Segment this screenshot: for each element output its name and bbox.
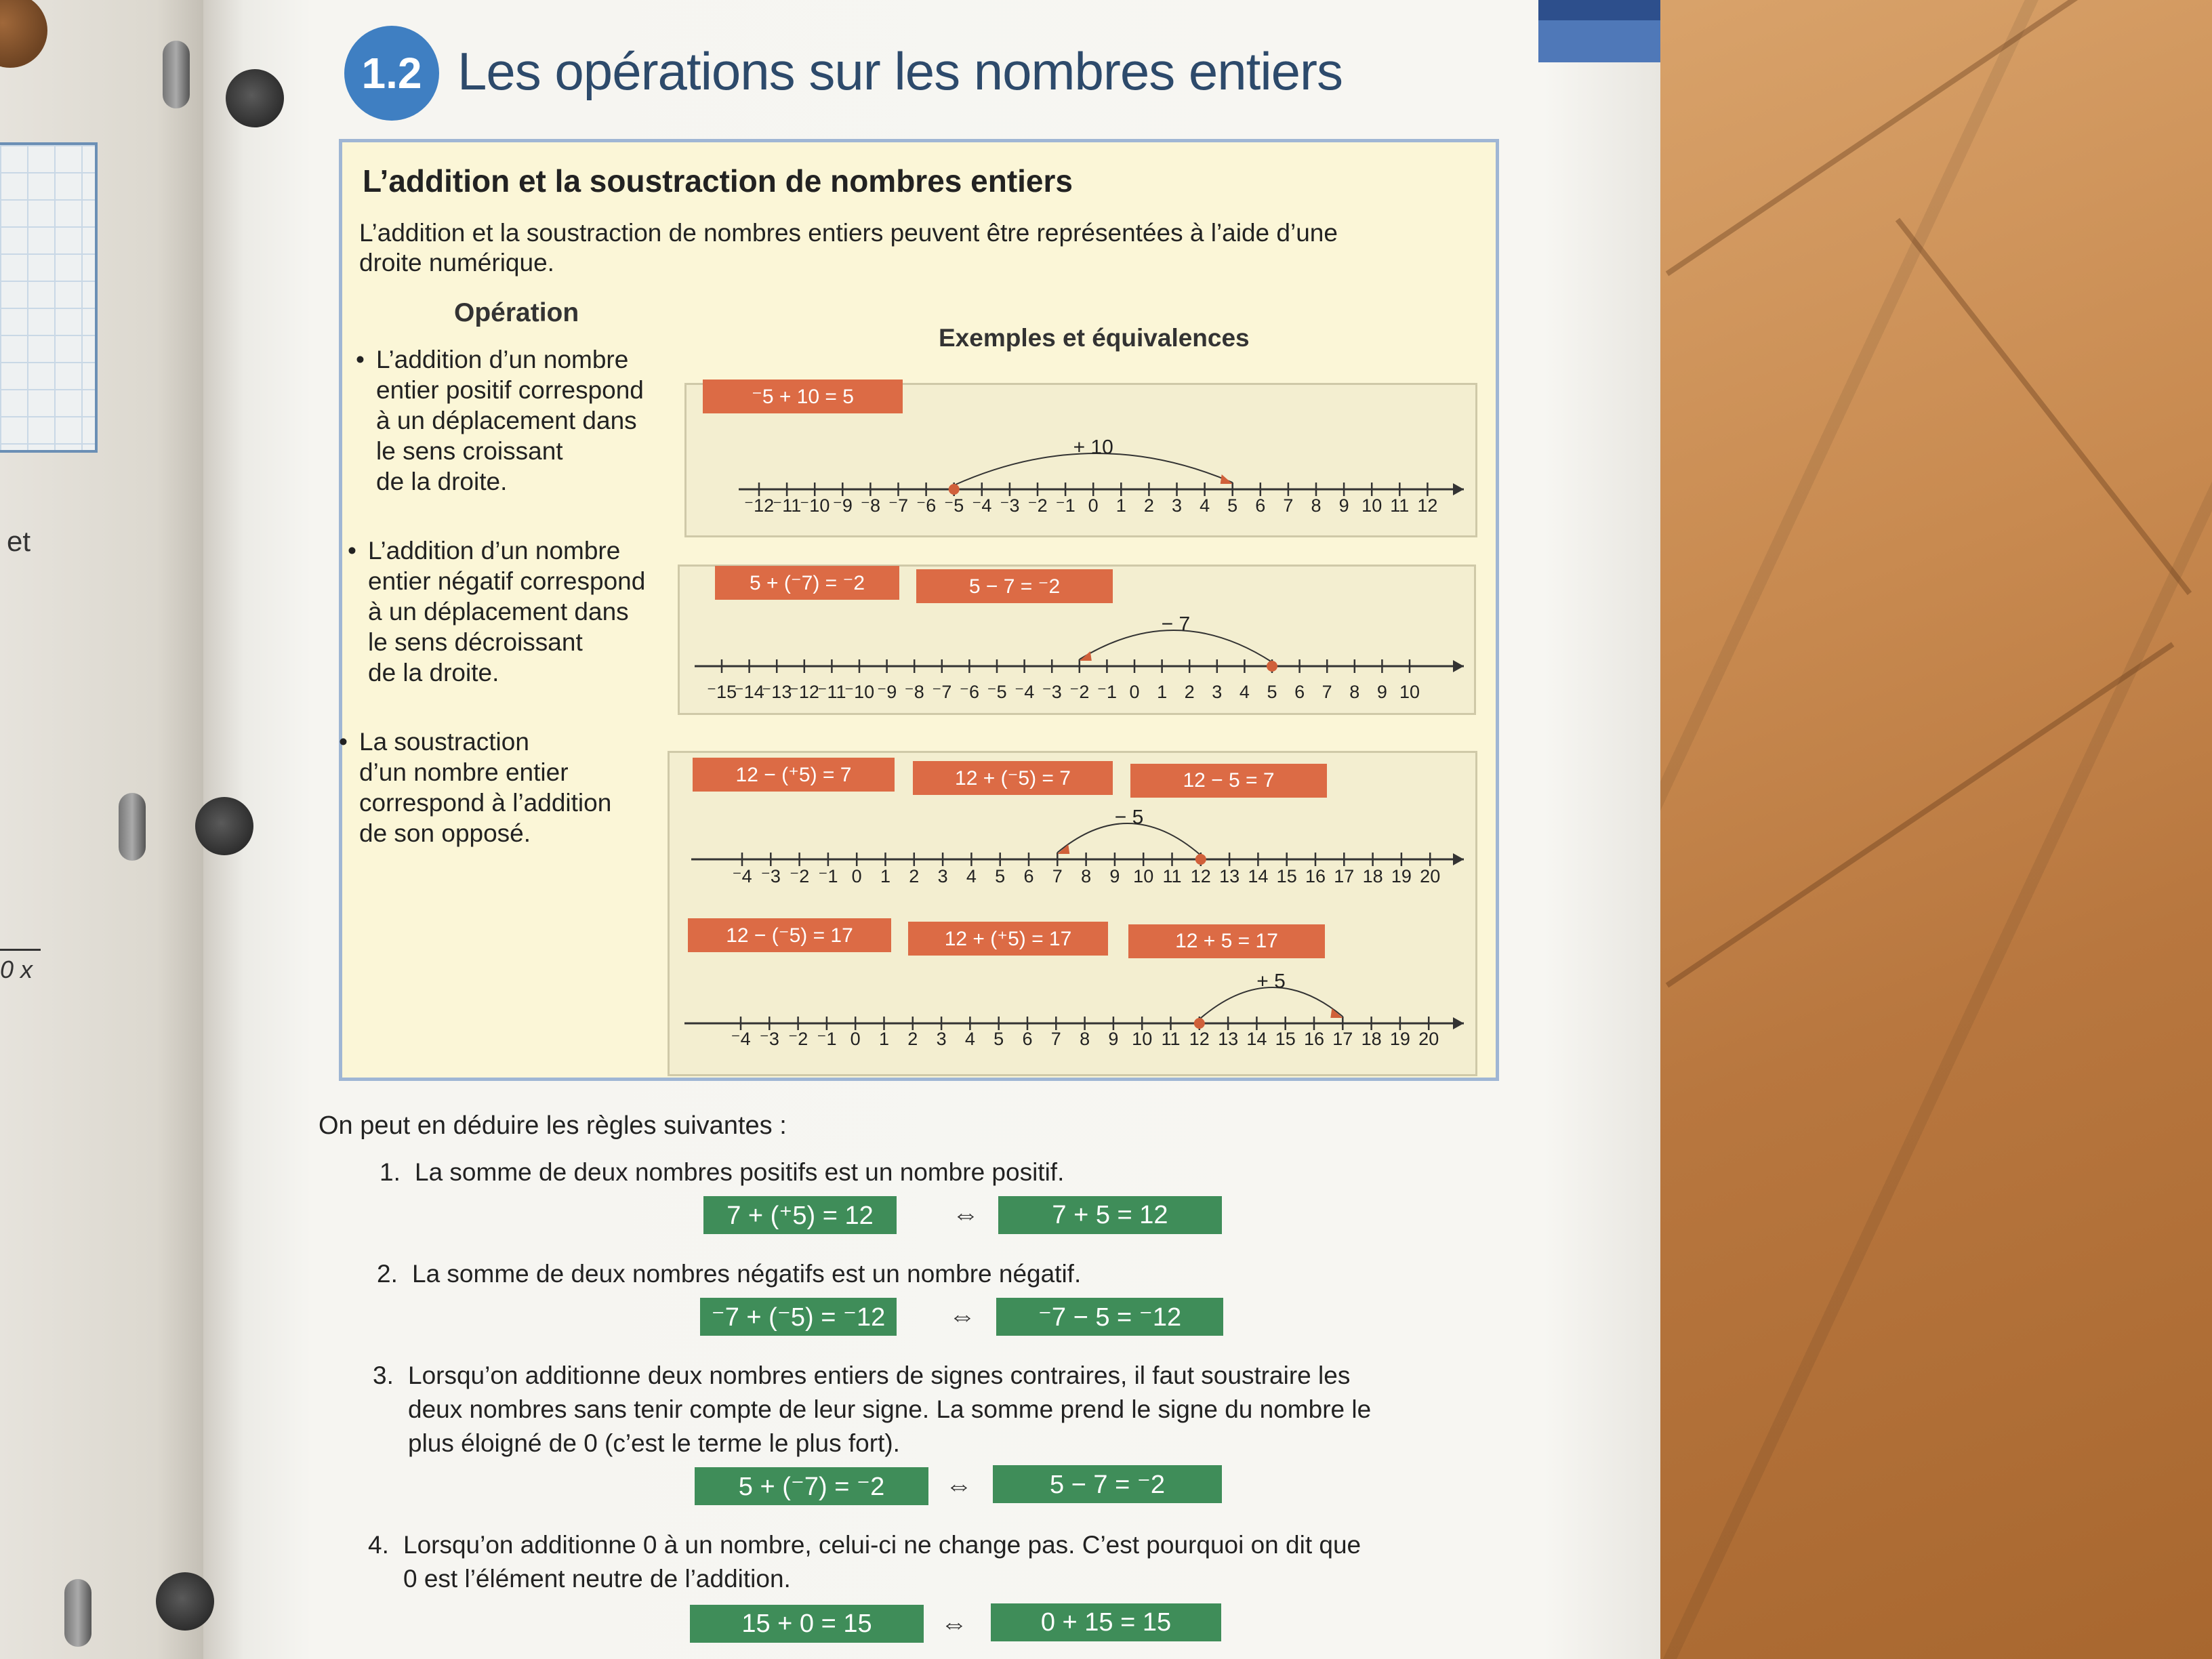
tick-label: 17 bbox=[1334, 866, 1355, 886]
tick-label: 1 bbox=[1157, 682, 1168, 702]
tick-label: ⁻12 bbox=[743, 495, 775, 516]
tick-label: 6 bbox=[1023, 866, 1034, 886]
arc-arrow-icon bbox=[1221, 474, 1233, 484]
left-page-text: et bbox=[7, 525, 31, 557]
tick-label: ⁻11 bbox=[772, 495, 802, 516]
equivalence-icon: ⇔ bbox=[941, 1609, 968, 1639]
rule-1-example-left: 7 + (⁺5) = 12 bbox=[703, 1196, 897, 1234]
equation-pill: 12 + 5 = 17 bbox=[1128, 924, 1325, 958]
rule-2: 2. La somme de deux nombres négatifs est un nombre négatif. bbox=[377, 1260, 1082, 1288]
tick-label: 14 bbox=[1248, 866, 1269, 886]
tick-label: 8 bbox=[1349, 682, 1360, 702]
rule-3-example-right: 5 − 7 = ⁻2 bbox=[993, 1465, 1222, 1503]
tick-label: 18 bbox=[1361, 1029, 1382, 1049]
tick-label: 9 bbox=[1108, 1029, 1119, 1049]
tick-label: 4 bbox=[966, 866, 977, 886]
tick-label: 10 bbox=[1399, 682, 1420, 702]
tick-label: ⁻3 bbox=[1042, 682, 1062, 702]
tick-label: 9 bbox=[1376, 682, 1387, 702]
tick-label: 8 bbox=[1080, 1029, 1090, 1049]
equation-pill: 5 − 7 = ⁻2 bbox=[916, 569, 1113, 603]
binder-ring bbox=[64, 1579, 91, 1647]
tick-label: 16 bbox=[1303, 1029, 1325, 1049]
box-heading: L’addition et la soustraction de nombres entiers bbox=[363, 163, 1073, 199]
tick-label: 20 bbox=[1418, 1029, 1439, 1049]
tick-label: ⁻3 bbox=[1000, 495, 1020, 516]
arc-label: + 5 bbox=[1256, 970, 1286, 993]
rule-2-example-left: ⁻7 + (⁻5) = ⁻12 bbox=[700, 1298, 897, 1336]
rule-2-example-right: ⁻7 − 5 = ⁻12 bbox=[996, 1298, 1223, 1336]
bullet-positive-addition: • L’addition d’un nombre entier positif correspond à un déplacement dans le sens croissant de la droite. bbox=[356, 346, 644, 495]
tick-label: 1 bbox=[878, 1029, 890, 1049]
tick-label: 2 bbox=[1143, 495, 1154, 516]
arc-label: − 5 bbox=[1114, 806, 1144, 829]
axis-arrow-icon bbox=[1453, 1017, 1464, 1029]
tick-label: 20 bbox=[1420, 866, 1441, 886]
tick-label: ⁻2 bbox=[787, 1029, 808, 1049]
tick-label: ⁻9 bbox=[876, 682, 897, 702]
tick-label: 16 bbox=[1305, 866, 1326, 886]
tick-label: 3 bbox=[1212, 682, 1223, 702]
tick-label: ⁻10 bbox=[844, 682, 875, 702]
tick-label: ⁻7 bbox=[932, 682, 952, 702]
tick-label: ⁻1 bbox=[1055, 495, 1076, 516]
tick-label: 0 bbox=[1088, 495, 1099, 516]
tick-label: ⁻5 bbox=[944, 495, 964, 516]
tick-label: 7 bbox=[1050, 1029, 1061, 1049]
arc-label: + 10 bbox=[1073, 436, 1113, 459]
bullet-subtraction: • La soustraction d’un nombre entier correspond à l’addition de son opposé. bbox=[339, 728, 612, 847]
tick-label: 5 bbox=[1227, 495, 1238, 516]
tick-label: ⁻6 bbox=[959, 682, 980, 702]
tick-label: 0 bbox=[851, 866, 862, 886]
axis-arrow-icon bbox=[1453, 483, 1464, 495]
tick-label: ⁻14 bbox=[734, 682, 764, 702]
tick-label: ⁻4 bbox=[732, 866, 752, 886]
tick-label: 9 bbox=[1338, 495, 1349, 516]
start-point bbox=[1267, 661, 1277, 672]
rule-4-example-left: 15 + 0 = 15 bbox=[690, 1605, 924, 1643]
tick-label: 3 bbox=[937, 866, 948, 886]
tick-label: ⁻2 bbox=[789, 866, 810, 886]
tick-label: ⁻8 bbox=[904, 682, 924, 702]
page-title: Les opérations sur les nombres entiers bbox=[457, 41, 1343, 101]
tick-label: ⁻3 bbox=[760, 866, 781, 886]
tick-label: 12 bbox=[1190, 866, 1211, 886]
tick-label: ⁻1 bbox=[818, 866, 838, 886]
equation-pill: 12 − (⁻5) = 17 bbox=[688, 918, 891, 952]
tick-label: 11 bbox=[1390, 495, 1410, 516]
tick-label: ⁻8 bbox=[860, 495, 881, 516]
grid-figure bbox=[0, 142, 98, 453]
equivalence-icon: ⇔ bbox=[949, 1301, 976, 1331]
tick-label: ⁻4 bbox=[1014, 682, 1035, 702]
tick-label: ⁻13 bbox=[762, 682, 792, 702]
tick-label: 4 bbox=[1239, 682, 1250, 702]
tick-label: 12 bbox=[1417, 495, 1438, 516]
rule-3-example-left: 5 + (⁻7) = ⁻2 bbox=[695, 1467, 928, 1505]
arc-arrow-icon bbox=[1330, 1008, 1343, 1018]
tick-label: 19 bbox=[1391, 866, 1412, 886]
tick-label: ⁻7 bbox=[888, 495, 909, 516]
tick-label: ⁻15 bbox=[706, 682, 737, 702]
tick-label: 14 bbox=[1246, 1029, 1267, 1049]
tick-label: 3 bbox=[936, 1029, 947, 1049]
tick-label: ⁻9 bbox=[832, 495, 853, 516]
tick-label: 10 bbox=[1132, 1029, 1153, 1049]
tick-label: 4 bbox=[964, 1029, 975, 1049]
tick-label: 7 bbox=[1322, 682, 1332, 702]
tick-label: 19 bbox=[1389, 1029, 1410, 1049]
tick-label: ⁻12 bbox=[789, 682, 819, 702]
binder-hole bbox=[226, 69, 284, 127]
vector-arrow bbox=[0, 949, 41, 951]
tick-label: 1 bbox=[880, 866, 891, 886]
tick-label: 7 bbox=[1052, 866, 1063, 886]
equation-pill: 12 + (⁺5) = 17 bbox=[908, 922, 1108, 956]
arc-arrow-icon bbox=[1080, 651, 1092, 661]
equivalence-icon: ⇔ bbox=[945, 1471, 972, 1500]
tick-label: 6 bbox=[1022, 1029, 1033, 1049]
column-heading-examples: Exemples et équivalences bbox=[939, 324, 1250, 352]
rule-1-example-right: 7 + 5 = 12 bbox=[998, 1196, 1222, 1234]
tick-label: 6 bbox=[1255, 495, 1266, 516]
tick-label: 9 bbox=[1109, 866, 1120, 886]
rule-4-example-right: 0 + 15 = 15 bbox=[991, 1603, 1221, 1641]
tick-label: 10 bbox=[1133, 866, 1154, 886]
tick-label: 13 bbox=[1218, 1029, 1239, 1049]
binder-hole bbox=[156, 1572, 214, 1631]
equation-pill: 12 − (⁺5) = 7 bbox=[693, 758, 895, 792]
tick-label: 5 bbox=[995, 866, 1006, 886]
tick-label: 15 bbox=[1276, 866, 1297, 886]
tick-label: ⁻6 bbox=[916, 495, 937, 516]
axis-arrow-icon bbox=[1453, 660, 1464, 672]
tick-label: ⁻4 bbox=[972, 495, 992, 516]
tick-label: ⁻11 bbox=[817, 682, 846, 702]
equation-pill: 5 + (⁻7) = ⁻2 bbox=[715, 566, 899, 600]
equation-pill: ⁻5 + 10 = 5 bbox=[703, 380, 903, 413]
arc-label: − 7 bbox=[1161, 613, 1191, 636]
decorative-image bbox=[0, 0, 47, 68]
tick-label: ⁻1 bbox=[817, 1029, 837, 1049]
tick-label: ⁻3 bbox=[759, 1029, 779, 1049]
tick-label: 10 bbox=[1361, 495, 1382, 516]
tick-label: 7 bbox=[1283, 495, 1294, 516]
tick-label: ⁻5 bbox=[987, 682, 1007, 702]
tick-label: 8 bbox=[1081, 866, 1092, 886]
tick-label: 2 bbox=[907, 1029, 918, 1049]
equation-pill: 12 + (⁻5) = 7 bbox=[913, 761, 1113, 795]
tick-label: 5 bbox=[994, 1029, 1004, 1049]
arc-arrow-icon bbox=[1057, 844, 1069, 854]
start-point bbox=[949, 484, 960, 495]
binder-ring bbox=[163, 41, 190, 108]
tick-label: 0 bbox=[1129, 682, 1140, 702]
rule-4: 4. Lorsqu’on additionne 0 à un nombre, celui-ci ne change pas. C’est pourquoi on dit que 0 est l’élément neutre de l’addition. bbox=[368, 1531, 1361, 1593]
tick-label: ⁻2 bbox=[1069, 682, 1090, 702]
tick-label: 12 bbox=[1189, 1029, 1210, 1049]
rules-intro: On peut en déduire les règles suivantes : bbox=[319, 1111, 787, 1140]
tick-label: 13 bbox=[1219, 866, 1240, 886]
tick-label: ⁻4 bbox=[731, 1029, 751, 1049]
axis-arrow-icon bbox=[1453, 853, 1464, 865]
tick-label: 2 bbox=[909, 866, 920, 886]
box-intro: L’addition et la soustraction de nombres entiers peuvent être représentées à l’aide d’une droite numérique. bbox=[359, 219, 1338, 276]
tick-label: ⁻10 bbox=[800, 495, 830, 516]
tick-label: 6 bbox=[1294, 682, 1305, 702]
tick-label: 5 bbox=[1267, 682, 1277, 702]
tick-label: 15 bbox=[1275, 1029, 1296, 1049]
page-tab bbox=[1538, 0, 1660, 20]
tick-label: 11 bbox=[1161, 1029, 1181, 1049]
bullet-negative-addition: • L’addition d’un nombre entier négatif correspond à un déplacement dans le sens décroissant de la droite. bbox=[348, 537, 646, 687]
equation-pill: 12 − 5 = 7 bbox=[1130, 764, 1327, 798]
tick-label: 8 bbox=[1311, 495, 1322, 516]
tick-label: ⁻2 bbox=[1027, 495, 1048, 516]
rule-1: 1. La somme de deux nombres positifs est un nombre positif. bbox=[380, 1158, 1065, 1186]
tick-label: 17 bbox=[1332, 1029, 1353, 1049]
tick-label: 4 bbox=[1200, 495, 1210, 516]
tick-label: 1 bbox=[1115, 495, 1126, 516]
equivalence-icon: ⇔ bbox=[952, 1200, 979, 1229]
rule-3: 3. Lorsqu’on additionne deux nombres entiers de signes contraires, il faut soustraire les deux nombres sans tenir compte de leur signe. La somme prend le signe du nombre le plus éloigné de 0 (c’est le terme le plus fort). bbox=[373, 1361, 1372, 1457]
left-page-text: 0 x bbox=[0, 956, 33, 983]
tick-label: ⁻1 bbox=[1097, 682, 1118, 702]
tick-label: 18 bbox=[1362, 866, 1383, 886]
tick-label: 3 bbox=[1171, 495, 1183, 516]
column-heading-operation: Opération bbox=[454, 298, 579, 327]
tick-label: 11 bbox=[1162, 866, 1182, 886]
start-point bbox=[1194, 1018, 1205, 1029]
tick-label: 2 bbox=[1184, 682, 1195, 702]
start-point bbox=[1195, 854, 1206, 865]
tick-label: 0 bbox=[850, 1029, 861, 1049]
section-number-badge: 1.2 bbox=[344, 26, 439, 121]
